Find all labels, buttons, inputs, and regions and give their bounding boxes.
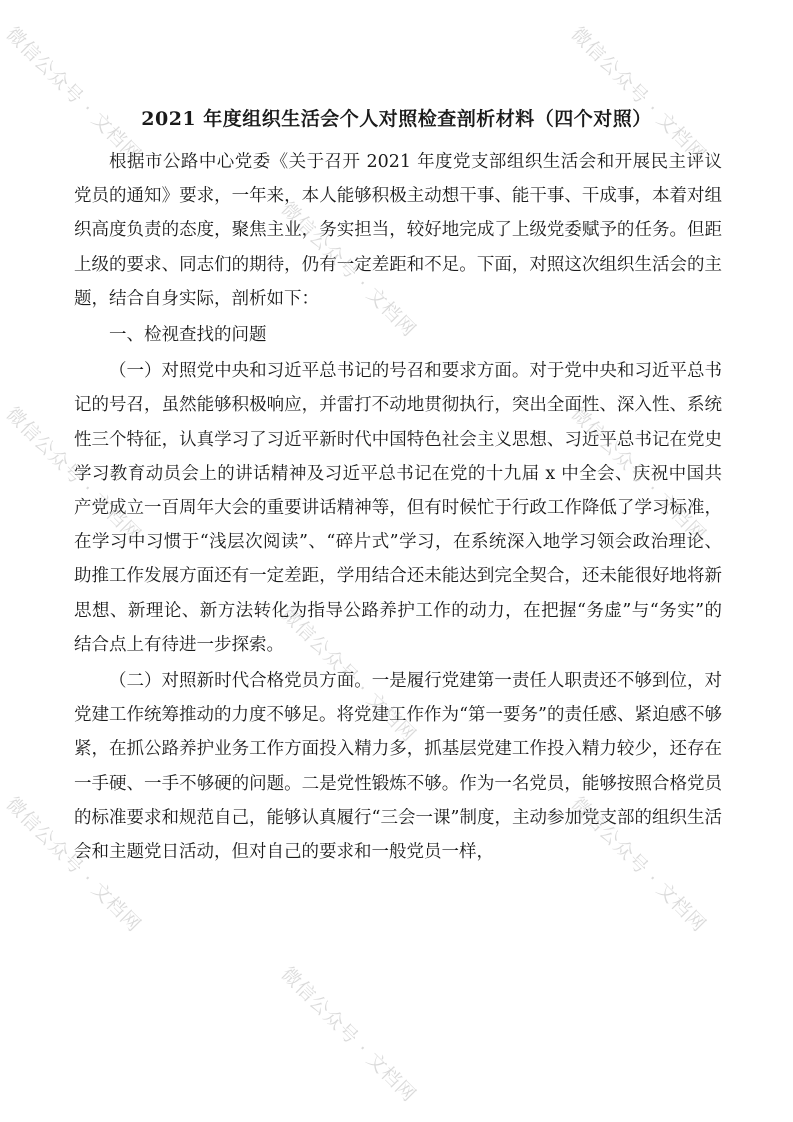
document-title: 2021 年度组织生活会个人对照检查剖析材料（四个对照） [141, 108, 652, 130]
watermark-text: 微信公众号 · 文档网 [276, 197, 421, 342]
watermark-text: 微信公众号 · 文档网 [276, 962, 421, 1107]
watermark-text: 微信公众号 · 文档网 [1, 792, 146, 937]
watermark-text: 微信公众号 · 文档网 [1, 402, 146, 547]
section-heading: 一、检视查找的问题 [109, 325, 267, 346]
watermark-text: 微信公众号 · 文档网 [276, 602, 421, 747]
body-paragraph: （二）对照新时代合格党员方面。一是履行党建第一责任人职责还不够到位，对党建工作统筹推动的力度不够足。将党建工作作为“第一要务”的责任感、紧迫感不够紧，在抓公路养护业务工作方面投入精力多，抓基层党建工作投入精力较少，还存在一手硬、一手不够硬的问题。二是党性锻炼不够。作为一名党员，能够按照合格党员的标准要求和规范自己，能够认真履行“三会一课”制度，主动参加党支部的组织生活会和主题党日活动，但对自己的要求和一般党员一样， [74, 671, 722, 863]
body-paragraph: （一）对照党中央和习近平总书记的号召和要求方面。对于党中央和习近平总书记的号召，虽然能够积极响应，并雷打不动地贯彻执行，突出全面性、深入性、系统性三个特征，认真学习了习近平新时代中国特色社会主义思想、习近平总书记在党史学习教育动员会上的讲话精神及习近平总书记在党的十九届 x 中全会、庆祝中国共产党成立一百周年大会的重要讲话精神等，但有时候忙于行政工作降低了学习标准，在学习中习惯于“浅层次阅读”、“碎片式”学习，在系统深入地学习领会政治理论、助推工作发展方面还有一定差距，学用结合还未能达到完全契合，还未能很好地将新思想、新理论、新方法转化为指导公路养护工作的动力，在把握“务虚”与“务实”的结合点上有待进一步探索。 [74, 361, 722, 655]
watermark-text: 微信公众号 · 文档网 [566, 402, 711, 547]
document-body [74, 145, 722, 869]
watermark-text: 微信公众号 · 文档网 [566, 792, 711, 937]
watermark-text: 微信公众号 · 文档网 [566, 22, 711, 167]
intro-paragraph: 根据市公路中心党委《关于召开 2021 年度党支部组织生活会和开展民主评议党员的通知》要求，一年来，本人能够积极主动想干事、能干事、干成事，本着对组织高度负责的态度，聚焦主业，务实担当，较好地完成了上级党委赋予的任务。但距上级的要求、同志们的期待，仍有一定差距和不足。下面，对照这次组织生活会的主题，结合自身实际，剖析如下： [74, 152, 722, 309]
watermark-text: 微信公众号 · 文档网 [1, 22, 146, 167]
